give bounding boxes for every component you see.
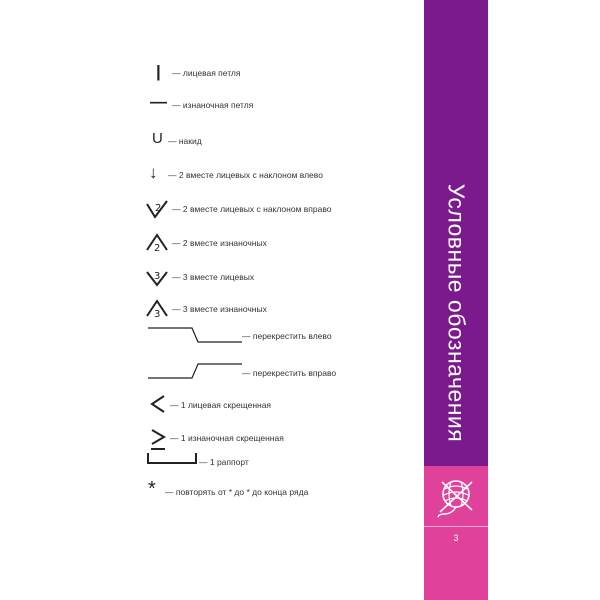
legend-label: — повторять от * до * до конца ряда (165, 487, 309, 497)
asterisk-icon: * (148, 478, 156, 500)
legend-row-k2tog-right (0, 198, 400, 228)
legend-row-p3tog (0, 298, 400, 328)
twisted-knit-icon (148, 394, 168, 416)
legend-row-k1-twisted (0, 394, 400, 424)
decrease-right-icon (145, 198, 171, 220)
decrease-three-purl-icon (145, 298, 171, 320)
legend-label: — 1 раппорт (199, 457, 249, 467)
svg-text:2: 2 (155, 203, 162, 214)
legend-label: — 3 вместе лицевых (172, 272, 255, 282)
twisted-purl-icon (148, 428, 168, 452)
legend-row-repeat (0, 451, 400, 481)
purl-stitch-icon: — (150, 92, 167, 111)
legend-label: — 2 вместе лицевых с наклоном вправо (172, 204, 332, 214)
repeat-bracket-icon (146, 451, 198, 467)
legend-label: — 1 лицевая скрещенная (170, 400, 272, 410)
knit-stitch-icon: | (156, 62, 161, 81)
cross-left-icon (148, 326, 242, 346)
svg-text:2: 2 (154, 243, 161, 254)
section-title: Условные обозначения (443, 183, 470, 443)
legend-row-knit (0, 62, 400, 92)
legend-label: — 3 вместе изнаночных (172, 304, 267, 314)
legend-row-cross-right (0, 362, 400, 392)
legend-row-purl (0, 92, 400, 125)
decrease-three-icon (145, 266, 171, 288)
page-number: 3 (453, 533, 459, 543)
cross-right-icon (148, 362, 242, 382)
legend-label: — лицевая петля (172, 68, 241, 78)
section-sidebar (424, 0, 488, 600)
legend-row-cross-left (0, 326, 400, 356)
legend-row-k2tog-left (0, 165, 400, 195)
legend-label: — 1 изнаночная скрещенная (170, 433, 284, 443)
yarn-ball-icon (436, 474, 476, 518)
legend-label: — 2 вместе изнаночных (172, 238, 267, 248)
legend-label: — изнаночная петля (172, 100, 254, 110)
arrow-down-icon: ↓ (149, 163, 158, 182)
legend-row-asterisk (0, 480, 400, 510)
sidebar-divider (424, 526, 488, 527)
decrease-purl-icon (145, 232, 171, 254)
legend-label: — накид (168, 136, 202, 146)
legend-row-yarn-over (0, 131, 400, 161)
svg-text:3: 3 (154, 309, 161, 320)
legend-label: — 2 вместе лицевых с наклоном влево (168, 170, 323, 180)
legend-label: — перекрестить вправо (242, 368, 337, 378)
legend-row-k3tog (0, 266, 400, 296)
legend-row-p2tog (0, 232, 400, 262)
yarn-over-icon: U (152, 130, 163, 147)
legend-label: — перекрестить влево (242, 331, 332, 341)
svg-text:3: 3 (154, 271, 161, 282)
